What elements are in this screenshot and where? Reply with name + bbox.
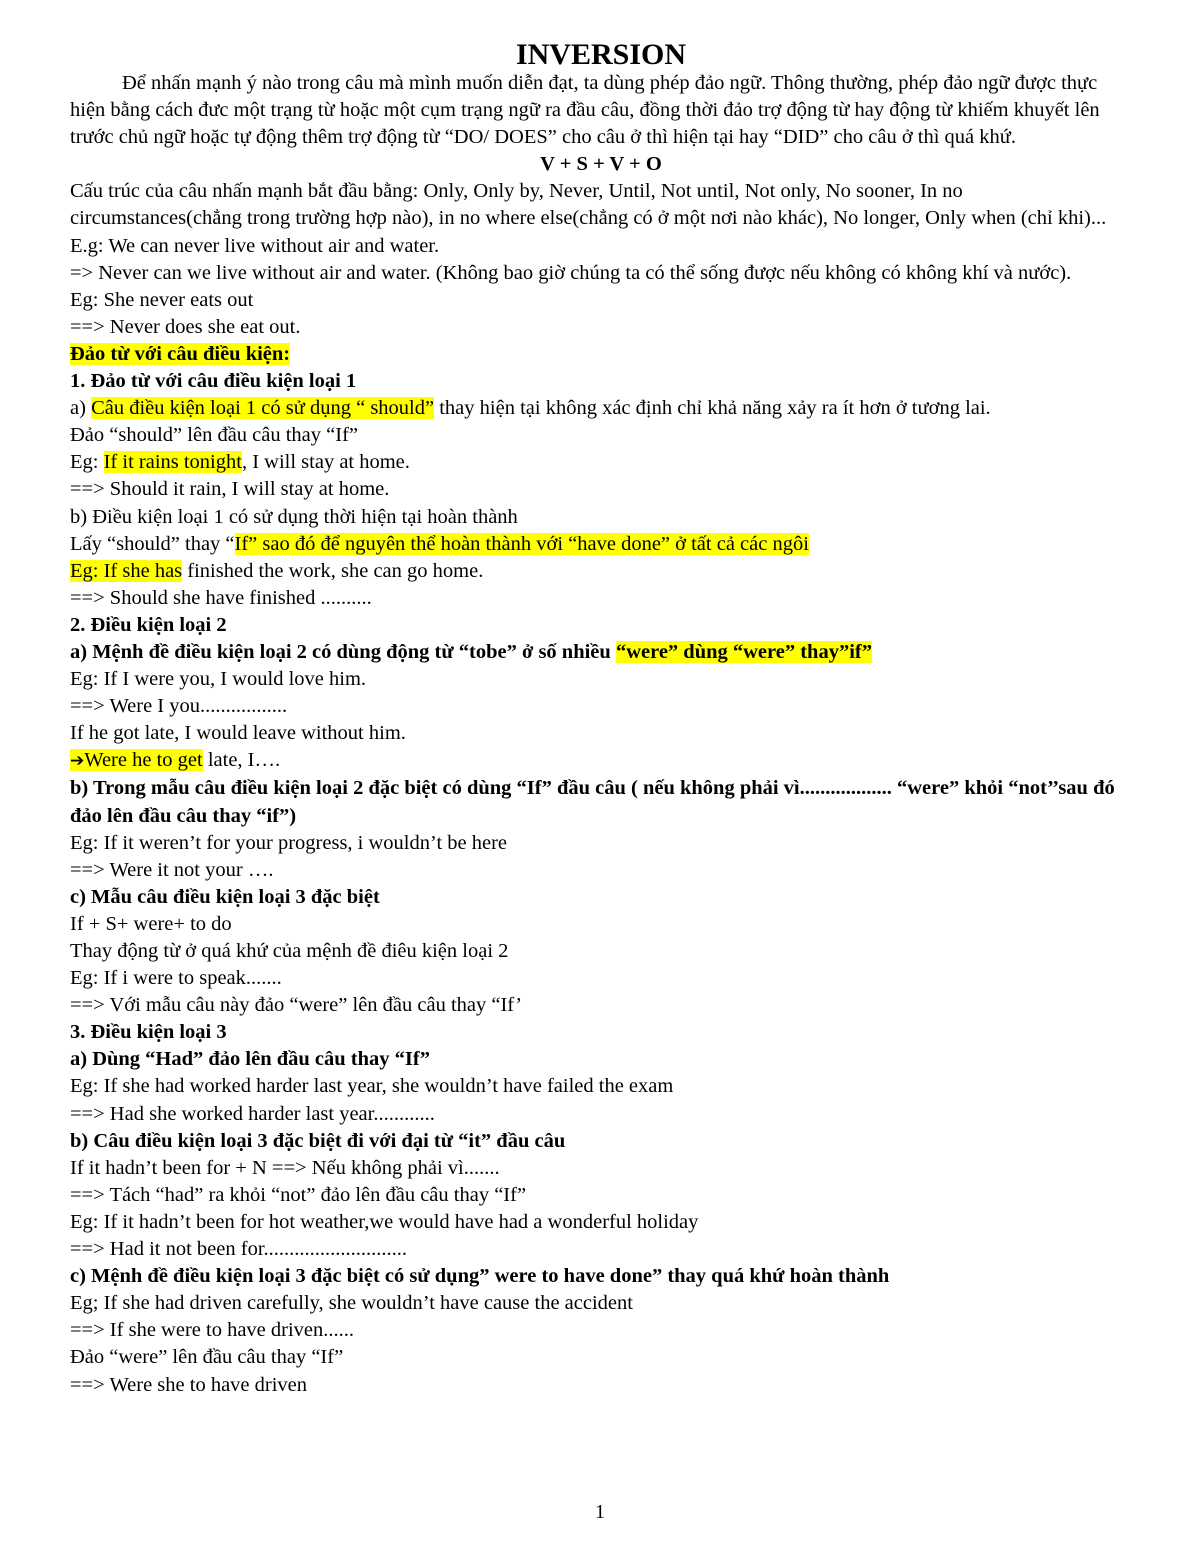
subsection-heading: c) Mệnh đề điều kiện loại 3 đặc biệt có sử dụng” were to have done” thay quá khứ hoàn thành [70,1265,890,1288]
highlighted-text: Đảo từ với câu điều kiện: [70,342,291,365]
conditional-heading [70,341,1132,368]
inversion-formula: V + S + V + O [540,153,662,176]
example-line: Eg: She never eats out [70,288,254,311]
example-text: , I will stay at home. [241,451,410,474]
rule-line: If it hadn’t been for + N ==> Nếu không phải vì....... [70,1156,500,1179]
example-result: ==> Should it rain, I will stay at home. [70,478,390,501]
section-heading-type1: 1. Đảo từ với câu điều kiện loại 1 [70,370,357,393]
highlighted-text: “were” dùng “were” thay”if” [615,640,872,663]
example-result: ==> Should she have finished .......... [70,586,372,609]
rule-line: Thay động từ ở quá khứ của mệnh đề điêu kiện loại 2 [70,940,509,962]
highlighted-text: If” sao đó để nguyên thể hoàn thành với “have done” ở tất cả các ngôi [234,532,809,555]
document-body [70,36,1132,1399]
example-prefix: Eg: [70,451,104,474]
example-result: ==> Were it not your …. [70,858,274,881]
rule-prefix: Lấy “should” thay “ [70,532,235,555]
intro-paragraph: Để nhấn mạnh ý nào trong câu mà mình muốn diễn đạt, ta dùng phép đảo ngữ. Thông thường, phép đảo ngữ được thực hiện bằng cách đưc một trạng từ hoặc một cụm trạng ngữ ra đầu câu, đồng thời đảo trợ động từ hay động từ khiếm khuyết lên trước chủ ngữ hoặc tự động thêm trợ động từ “DO/ DOES” cho câu ở thì hiện tại hay “DID” cho câu ở thì quá khứ. [70,72,1100,149]
highlighted-text: Câu điều kiện loại 1 có sử dụng “ should” [91,397,435,420]
section-heading-type2: 2. Điều kiện loại 2 [70,613,227,636]
subsection-heading: a) Dùng “Had” đảo lên đầu câu thay “If” [70,1048,430,1071]
example-result: ==> Never does she eat out. [70,315,301,338]
rule-line [70,395,1132,422]
example-line: Eg: If i were to speak....... [70,967,282,990]
example-result: ==> Had it not been for............................ [70,1238,408,1261]
highlighted-text: Were he to get [84,749,203,772]
example-result: ==> Were I you................. [70,695,288,718]
rule-line [70,531,1132,558]
rule-line: b) Điều kiện loại 1 có sử dụng thời hiện tại hoàn thành [70,505,518,528]
rule-text: a) Mệnh đề điều kiện loại 2 có dùng động từ “tobe” ở số nhiều [70,640,616,663]
example-line: Eg: If it hadn’t been for hot weather,we would have had a wonderful holiday [70,1210,699,1233]
example-result: ==> Với mẫu câu này đảo “were” lên đầu câu thay “If’ [70,994,523,1017]
example-line: Eg: If I were you, I would love him. [70,668,367,691]
example-line: E.g: We can never live without air and water. [70,234,440,257]
section-heading-type3: 3. Điều kiện loại 3 [70,1021,227,1044]
rule-line: If + S+ were+ to do [70,912,232,935]
example-result [70,747,1132,775]
example-line [70,449,1132,476]
highlighted-result [70,749,203,771]
subsection-heading: b) Câu điều kiện loại 3 đặc biệt đi với đại từ “it” đầu câu [70,1129,566,1152]
rule-line [70,639,1132,666]
example-line: Eg: If it weren’t for your progress, i wouldn’t be here [70,831,508,854]
subsection-heading: c) Mẫu câu điều kiện loại 3 đặc biệt [70,885,380,908]
example-line: Eg; If she had driven carefully, she wouldn’t have cause the accident [70,1292,633,1315]
rule-line: ==> Tách “had” ra khỏi “not” đảo lên đầu câu thay “If” [70,1183,527,1206]
example-line: Eg: If she had worked harder last year, she wouldn’t have failed the exam [70,1075,674,1098]
page-number: 1 [595,1501,605,1523]
example-result: ==> If she were to have driven...... [70,1319,355,1342]
document-title: INVERSION [515,38,687,71]
rule-text: thay hiện tại không xác định chỉ khả năng xảy ra ít hơn ở tương lai. [434,397,991,420]
example-result: => Never can we live without air and water. (Không bao giờ chúng ta có thể sống được nếu không có không khí và nước). [70,261,1072,284]
highlighted-text: If it rains tonight [103,451,242,474]
rule-line: Đảo “were” lên đầu câu thay “If” [70,1346,344,1369]
rule-paragraph: b) Trong mẫu câu điều kiện loại 2 đặc biệt có dùng “If” đầu câu ( nếu không phải vì.................. “were” khỏi “not’’sau đó đảo lên đầu câu thay “if”) [70,777,1115,827]
rule-line: Đảo “should” lên đầu câu thay “If” [70,424,359,447]
example-line: If he got late, I would leave without him. [70,722,406,745]
example-text: late, I…. [202,749,281,772]
highlighted-text: Eg: If she has [70,559,183,582]
rule-prefix: a) [70,397,92,420]
example-line [70,558,1132,585]
example-result: ==> Were she to have driven [70,1373,308,1396]
structure-paragraph: Cấu trúc của câu nhấn mạnh bắt đầu bằng: Only, Only by, Never, Until, Not until, Not only, No sooner, In no circumstances(chẳng trong trường hợp nào), in no where else(chẳng có ở một nơi nào khác), No longer, Only when (chỉ khi)... [70,180,1107,230]
example-result: ==> Had she worked harder last year............ [70,1102,435,1125]
example-text: finished the work, she can go home. [182,559,484,582]
right-arrow-icon: ➔ [70,751,85,772]
